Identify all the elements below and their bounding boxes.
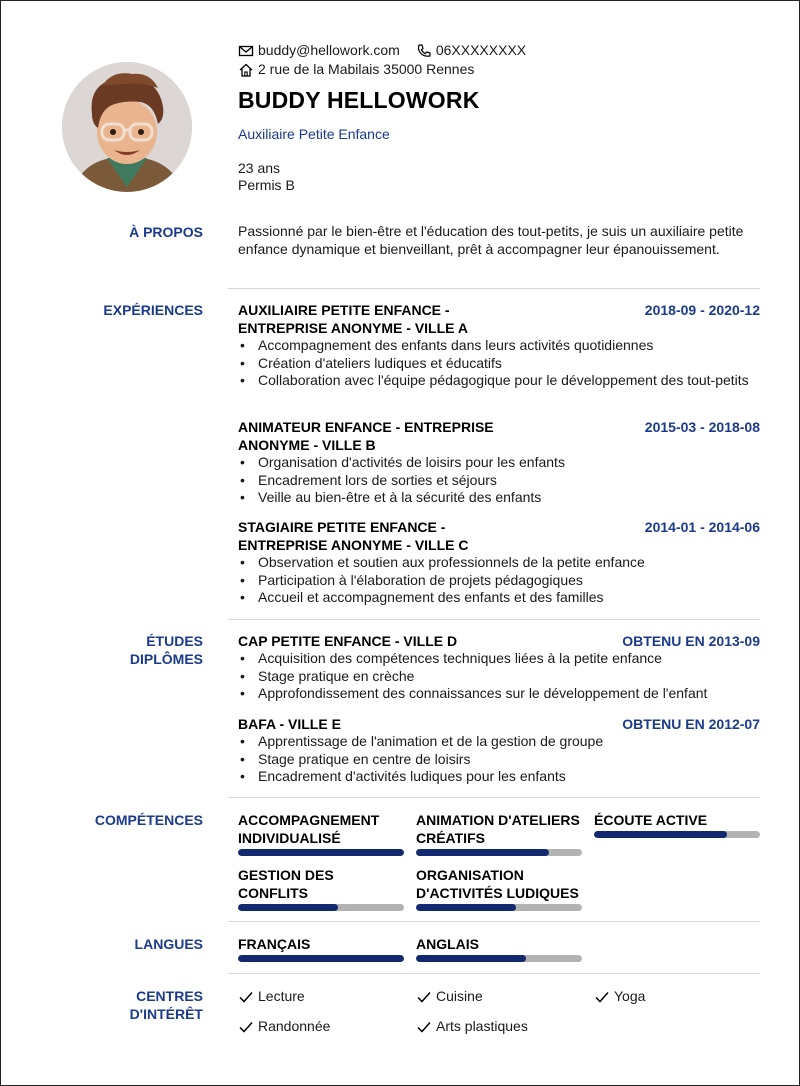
entry-date: 2015-03 - 2018-08 xyxy=(644,419,760,435)
skill-name-line: ÉCOUTE ACTIVE xyxy=(594,812,708,828)
bullet-list xyxy=(238,337,760,390)
check-icon xyxy=(238,1019,254,1035)
entry-date: OBTENU EN 2013-09 xyxy=(622,633,760,649)
section-label-about: À PROPOS xyxy=(129,224,203,240)
separator xyxy=(228,921,760,922)
bullet-item: • Organisation d'activités de loisirs pour les enfants xyxy=(238,454,760,472)
experience-entry xyxy=(238,301,760,390)
skill-name-line: ANIMATION D'ATELIERS xyxy=(416,812,580,828)
mail-icon xyxy=(238,43,254,59)
language-name: ANGLAIS xyxy=(416,936,479,952)
check-icon xyxy=(416,989,432,1005)
about-text: Passionné par le bien-être et l'éducation des tout-petits, je suis un auxiliaire petite enfance dynamique et bienveillant, prêt à accompagner leur épanouissement. xyxy=(238,223,744,257)
skill-name-line: INDIVIDUALISÉ xyxy=(238,830,341,846)
section-label-languages: LANGUES xyxy=(134,936,203,952)
skill-level-bar xyxy=(238,904,404,911)
skill-level-bar xyxy=(594,831,760,838)
language-item xyxy=(238,935,404,962)
section-label-line: DIPLÔMES xyxy=(129,651,203,667)
skill-level-bar xyxy=(238,849,404,856)
entry-title-line: ANONYME - VILLE B xyxy=(238,437,376,453)
bullet-item: • Collaboration avec l'équipe pédagogique pour le développement des tout-petits xyxy=(238,372,760,390)
entry-date: OBTENU EN 2012-07 xyxy=(622,716,760,732)
interest-label: Randonnée xyxy=(258,1018,331,1034)
interest-label: Arts plastiques xyxy=(436,1018,528,1034)
entry-title-line: AUXILIAIRE PETITE ENFANCE - xyxy=(238,302,450,318)
language-level-bar xyxy=(416,955,582,962)
entry-title-line: STAGIAIRE PETITE ENFANCE - xyxy=(238,519,446,535)
bullet-list xyxy=(238,733,760,786)
bullet-item: • Apprentissage de l'animation et de la gestion de groupe xyxy=(238,733,760,751)
skill-name-line: D'ACTIVITÉS LUDIQUES xyxy=(416,885,579,901)
section-label-line: CENTRES xyxy=(136,988,203,1004)
language-level-bar xyxy=(238,955,404,962)
home-icon xyxy=(238,62,254,78)
skill-name-line: ACCOMPAGNEMENT xyxy=(238,812,380,828)
phone-icon xyxy=(416,43,432,59)
skill-level-fill xyxy=(594,831,727,838)
entry-date: 2018-09 - 2020-12 xyxy=(644,302,760,318)
bullet-item: • Création d'ateliers ludiques et éducatifs xyxy=(238,355,760,373)
contact-line-2 xyxy=(238,61,474,78)
bullet-item: • Approfondissement des connaissances sur le développement de l'enfant xyxy=(238,685,760,703)
bullet-item: • Stage pratique en centre de loisirs xyxy=(238,751,760,769)
skill-level-bar xyxy=(416,904,582,911)
entry-title-line: CAP PETITE ENFANCE - VILLE D xyxy=(238,633,458,649)
skill-name-line: GESTION DES xyxy=(238,867,334,883)
entry-title-line: BAFA - VILLE E xyxy=(238,716,341,732)
section-label-experiences: EXPÉRIENCES xyxy=(103,302,203,318)
interest-label: Yoga xyxy=(614,988,646,1004)
separator xyxy=(228,288,760,289)
bullet-list xyxy=(238,650,760,703)
education-entry xyxy=(238,715,760,786)
skill-level-fill xyxy=(238,849,404,856)
interest-label: Cuisine xyxy=(436,988,483,1004)
email-contact[interactable] xyxy=(238,42,400,59)
entry-header xyxy=(238,518,760,554)
entry-date: 2014-01 - 2014-06 xyxy=(644,519,760,535)
entry-title-line: ENTREPRISE ANONYME - VILLE A xyxy=(238,320,468,336)
interest-item xyxy=(594,988,645,1005)
skill-level-fill xyxy=(416,904,516,911)
skill-name-line: CRÉATIFS xyxy=(416,830,485,846)
bullet-item: • Accompagnement des enfants dans leurs activités quotidiennes xyxy=(238,337,760,355)
driving-license: Permis B xyxy=(238,177,295,193)
experience-entry xyxy=(238,518,760,607)
section-label-skills: COMPÉTENCES xyxy=(94,812,203,828)
contact-line-1 xyxy=(238,42,526,59)
bullet-item: • Encadrement d'activités ludiques pour les enfants xyxy=(238,768,760,786)
bullet-item: • Observation et soutien aux professionnels de la petite enfance xyxy=(238,554,760,572)
bullet-list xyxy=(238,554,760,607)
interest-item xyxy=(238,1018,330,1035)
interest-item xyxy=(238,988,305,1005)
education-entry xyxy=(238,632,760,703)
separator xyxy=(228,973,760,974)
bullet-item: • Stage pratique en crèche xyxy=(238,668,760,686)
bullet-list xyxy=(238,454,760,507)
section-label-education xyxy=(130,632,203,668)
language-item xyxy=(416,935,582,962)
avatar-illustration xyxy=(62,62,192,192)
language-name: FRANÇAIS xyxy=(238,936,311,952)
bullet-item: • Acquisition des compétences techniques liées à la petite enfance xyxy=(238,650,760,668)
check-icon xyxy=(594,989,610,1005)
skill-item xyxy=(416,811,582,856)
skill-level-fill xyxy=(238,904,338,911)
check-icon xyxy=(238,989,254,1005)
interest-item xyxy=(416,988,483,1005)
interest-item xyxy=(416,1018,528,1035)
check-icon xyxy=(416,1019,432,1035)
address-contact xyxy=(238,61,474,78)
skill-level-bar xyxy=(416,849,582,856)
phone-text: 06XXXXXXXX xyxy=(435,42,527,58)
email-text: buddy@hellowork.com xyxy=(258,42,400,58)
skill-item xyxy=(238,811,404,856)
skill-level-fill xyxy=(416,849,549,856)
experience-entry xyxy=(238,418,760,507)
address-text: 2 rue de la Mabilais 35000 Rennes xyxy=(258,61,475,77)
skill-item xyxy=(416,866,582,911)
skill-name-line: ORGANISATION xyxy=(416,867,524,883)
section-label-interests xyxy=(130,987,203,1023)
phone-contact[interactable] xyxy=(416,42,526,59)
interest-label: Lecture xyxy=(258,988,305,1004)
skill-name-line: CONFLITS xyxy=(238,885,308,901)
skill-item xyxy=(594,811,760,838)
language-level-fill xyxy=(416,955,526,962)
section-label-line: ÉTUDES xyxy=(146,633,203,649)
separator xyxy=(228,797,760,798)
bullet-item: • Encadrement lors de sorties et séjours xyxy=(238,472,760,490)
bullet-item: • Veille au bien-être et à la sécurité des enfants xyxy=(238,489,760,507)
bullet-item: • Participation à l'élaboration de projets pédagogiques xyxy=(238,572,760,590)
language-level-fill xyxy=(238,955,404,962)
candidate-name: BUDDY HELLOWORK xyxy=(238,87,480,113)
separator xyxy=(228,619,760,620)
job-title: Auxiliaire Petite Enfance xyxy=(238,126,390,142)
profile-avatar xyxy=(62,62,192,192)
entry-header xyxy=(238,715,760,733)
skill-item xyxy=(238,866,404,911)
section-label-line: D'INTÉRÊT xyxy=(129,1006,203,1022)
bullet-item: • Accueil et accompagnement des enfants et des familles xyxy=(238,589,760,607)
entry-header xyxy=(238,632,760,650)
entry-header xyxy=(238,418,760,454)
entry-title-line: ANIMATEUR ENFANCE - ENTREPRISE xyxy=(238,419,494,435)
age: 23 ans xyxy=(238,160,281,176)
entry-title-line: ENTREPRISE ANONYME - VILLE C xyxy=(238,537,469,553)
entry-header xyxy=(238,301,760,337)
